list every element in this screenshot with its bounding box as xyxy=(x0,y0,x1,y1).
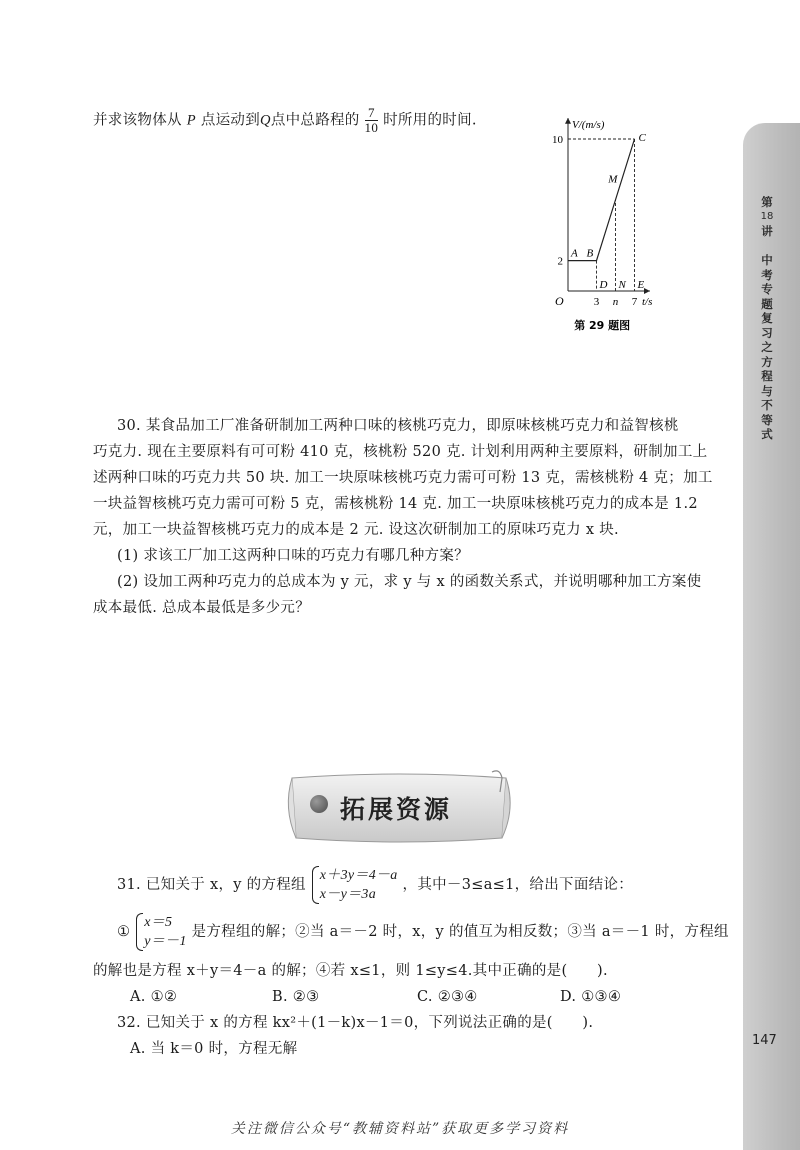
x-tick-label: 3 xyxy=(593,296,600,308)
point-label-e: E xyxy=(637,279,645,291)
q30-line-5: 元，加工一块益智核桃巧克力的成本是 2 元. 设这次研制加工的原味巧克力 x 块. xyxy=(93,522,619,538)
side-char: 不 xyxy=(761,398,773,412)
q31-intro: 31. 已知关于 x，y 的方程组 xyxy=(117,877,306,893)
point-label-n: N xyxy=(618,279,626,291)
point-q: Q xyxy=(260,112,271,129)
side-char: 第 xyxy=(761,195,773,209)
q29-text-part: 并求该物体从 xyxy=(93,112,182,129)
solution-system xyxy=(135,913,186,951)
banner-bullet-icon xyxy=(310,795,328,813)
q30-line-4: 一块益智核桃巧克力需可可粉 5 克，需核桃粉 14 克. 加工一块原味核桃巧克力的成本是 1.2 xyxy=(93,496,698,512)
q29-velocity-time-graph xyxy=(540,118,720,340)
side-char: 讲 xyxy=(761,224,773,238)
x-tick-label: n xyxy=(612,296,619,308)
fraction-denominator: 10 xyxy=(364,120,379,135)
x-axis-label: t/s xyxy=(642,296,653,308)
q29-tail-text xyxy=(93,106,477,135)
side-char: 复 xyxy=(761,311,773,325)
q29-text-part: 点运动到 xyxy=(200,112,261,129)
side-char: 考 xyxy=(761,267,773,282)
fraction-seven-tenths xyxy=(365,106,379,135)
solution-x: x＝5 xyxy=(144,915,173,930)
q31-option-a: A. ①② xyxy=(130,989,178,1005)
equation-system xyxy=(311,866,398,904)
point-label-a: A xyxy=(571,247,578,260)
page-number: 147 xyxy=(752,1033,777,1048)
section-title: 拓展资源 xyxy=(340,795,453,824)
side-char: 方 xyxy=(761,354,773,369)
equation-1: x＋3y＝4－a xyxy=(319,868,398,883)
q31-option-c: C. ②③④ xyxy=(417,989,478,1005)
y-tick-label: 10 xyxy=(552,134,563,146)
x-tick-label: 7 xyxy=(631,296,638,308)
y-axis-label: V/(m/s) xyxy=(572,118,605,131)
q32-stem: 32. 已知关于 x 的方程 kx²＋(1－k)x－1＝0，下列说法正确的是( ). xyxy=(117,1015,594,1031)
q30-subquestion-2: (2) 设加工两种巧克力的总成本为 y 元，求 y 与 x 的函数关系式，并说明哪种加工方案使 xyxy=(117,574,702,590)
side-char: 习 xyxy=(761,325,773,340)
q30-line-3: 述两种口味的巧克力共 50 块. 加工一块原味核桃巧克力需可可粉 13 克，需核桃粉 4 克；加工 xyxy=(93,470,713,486)
side-char: 专 xyxy=(761,282,773,296)
fraction-numerator: 7 xyxy=(365,106,379,121)
point-label-c: C xyxy=(638,132,646,144)
q31-condition: ，其中－3≤a≤1，给出下面结论： xyxy=(402,877,634,893)
y-axis-arrow xyxy=(565,118,571,124)
side-char: 等 xyxy=(761,412,773,427)
point-p: P xyxy=(186,112,196,129)
solution-y: y＝－1 xyxy=(144,934,187,949)
q30-line-1: 30. 某食品加工厂准备研制加工两种口味的核桃巧克力，即原味核桃巧克力和益智核桃 xyxy=(117,418,679,434)
side-char: 与 xyxy=(761,383,773,398)
q31-stem xyxy=(117,865,633,905)
q29-text-part: 时所用的时间. xyxy=(383,112,477,129)
origin-label: O xyxy=(555,294,564,308)
x-axis-arrow xyxy=(644,288,650,294)
velocity-line xyxy=(568,139,635,261)
q32-option-a: A. 当 k＝0 时，方程无解 xyxy=(130,1041,298,1057)
q31-line-3: 的解也是方程 x＋y＝4－a 的解；④若 x≤1，则 1≤y≤4.其中正确的是( ). xyxy=(93,963,608,979)
footer-watermark: 关注微信公众号“教辅资料站”获取更多学习资料 xyxy=(230,1121,570,1137)
side-char: 之 xyxy=(761,340,773,354)
side-char: 题 xyxy=(761,296,773,311)
q31-statements xyxy=(117,912,729,952)
side-char: 程 xyxy=(761,369,773,383)
side-char xyxy=(759,239,775,254)
point-label-b: B xyxy=(586,247,594,260)
side-char: 式 xyxy=(761,427,773,441)
chapter-side-label xyxy=(759,195,775,442)
equation-2: x－y＝3a xyxy=(319,887,377,902)
q30-subquestion-1: (1) 求该工厂加工这两种口味的巧克力有哪几种方案？ xyxy=(117,548,469,564)
statement-mark-1: ① xyxy=(117,924,131,940)
q30-line-2: 巧克力. 现在主要原料有可可粉 410 克，核桃粉 520 克. 计划利用两种主要原料，研制加工上 xyxy=(93,444,708,460)
side-char: 18 xyxy=(760,210,774,222)
q30-subquestion-2-cont: 成本最低. 总成本最低是多少元？ xyxy=(93,600,311,616)
y-tick-label: 2 xyxy=(557,255,563,268)
point-label-d: D xyxy=(599,279,608,291)
q31-option-b: B. ②③ xyxy=(272,989,320,1005)
chart-caption: 第 29 题图 xyxy=(574,319,631,332)
point-label-m: M xyxy=(608,173,618,186)
q31-statements-text: 是方程组的解；②当 a＝－2 时，x，y 的值互为相反数；③当 a＝－1 时，方程组 xyxy=(191,924,729,940)
side-char: 中 xyxy=(761,253,773,267)
q31-option-d: D. ①③④ xyxy=(560,989,622,1005)
q29-text-part: 点中总路程的 xyxy=(270,112,360,129)
